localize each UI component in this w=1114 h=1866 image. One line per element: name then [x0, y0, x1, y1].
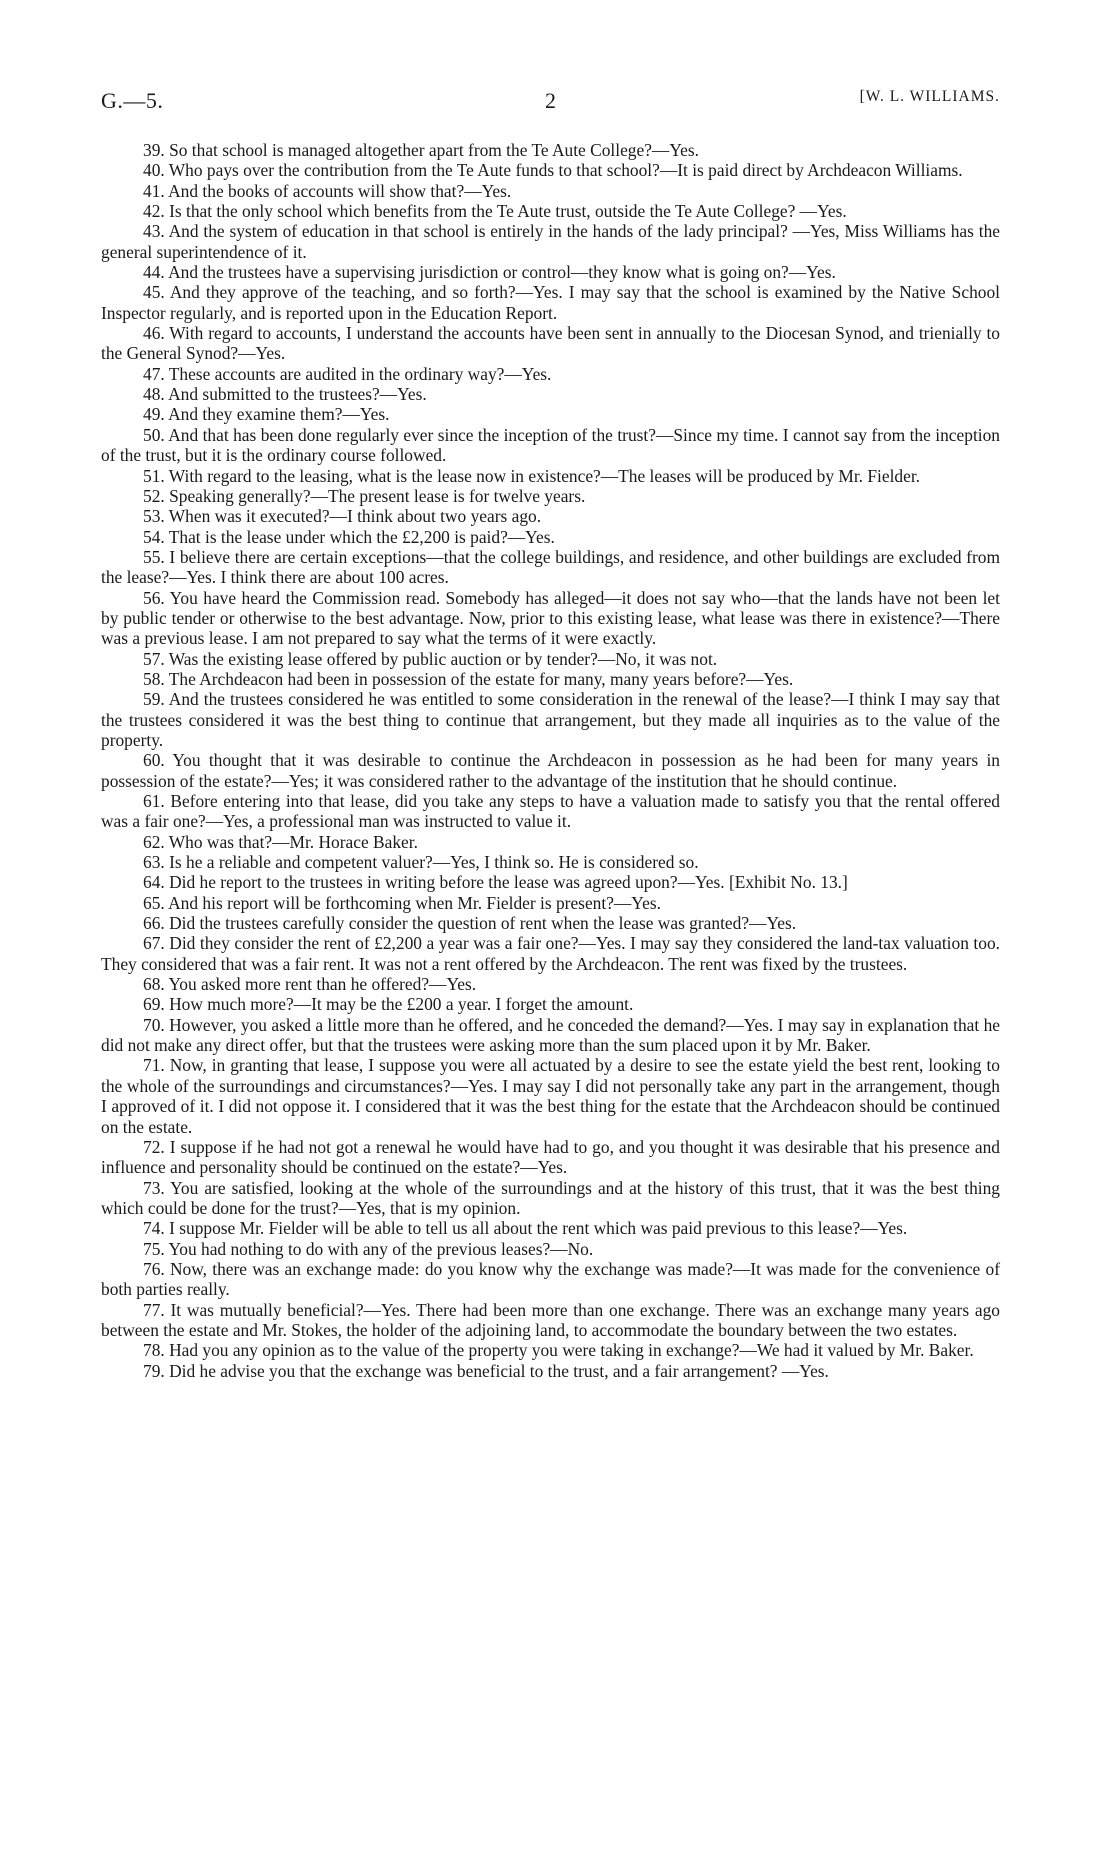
question-61: 61. Before entering into that lease, did you take any steps to have a valuation made to satisfy you that the rental offered was a fair one?—Yes, a professional man was instructed to value it. [101, 791, 1000, 832]
question-69: 69. How much more?—It may be the £200 a year. I forget the amount. [143, 994, 634, 1015]
question-79: 79. Did he advise you that the exchange was beneficial to the trust, and a fair arrangement? —Yes. [143, 1360, 829, 1381]
question-54: 54. That is the lease under which the £2,200 is paid?—Yes. [143, 526, 555, 547]
question-60: 60. You thought that it was desirable to continue the Archdeacon in possession as he had been for many years in possession of the estate?—Yes; it was considered rather to the advantage of the institution that he should continue. [101, 750, 1000, 791]
question-39: 39. So that school is managed altogether apart from the Te Aute College?—Yes. [143, 140, 699, 160]
page-header [101, 88, 1000, 118]
question-77: 77. It was mutually beneficial?—Yes. There had been more than one exchange. There was an exchange many years ago between the estate and Mr. Stokes, the holder of the adjoining land, to accommodate the boundary between the two estates. [101, 1299, 1000, 1340]
question-62: 62. Who was that?—Mr. Horace Baker. [143, 831, 418, 852]
page-number: 2 [545, 88, 556, 113]
question-74: 74. I suppose Mr. Fielder will be able to tell us all about the rent which was paid previous to this lease?—Yes. [143, 1218, 908, 1239]
question-45: 45. And they approve of the teaching, and so forth?—Yes. I may say that the school is examined by the Native School Inspector regularly, and is reported upon in the Education Report. [101, 282, 1000, 323]
question-57: 57. Was the existing lease offered by public auction or by tender?—No, it was not. [143, 648, 718, 669]
question-71: 71. Now, in granting that lease, I suppose you were all actuated by a desire to see the estate yield the best rent, looking to the whole of the surroundings and circumstances?—Yes. I may say I did not personally take any part in the arrangement, though I approved of it. I did not oppose it. I considered that it was the best thing for the estate that the Archdeacon should be continued on the estate. [101, 1055, 1000, 1137]
question-43: 43. And the system of education in that school is entirely in the hands of the lady principal? —Yes, Miss Williams has the general superintendence of it. [101, 221, 1000, 262]
question-51: 51. With regard to the leasing, what is the lease now in existence?—The leases will be produced by Mr. Fielder. [143, 465, 920, 486]
question-48: 48. And submitted to the trustees?—Yes. [143, 384, 427, 405]
question-49: 49. And they examine them?—Yes. [143, 404, 390, 425]
witness-name: [W. L. WILLIAMS. [859, 88, 1000, 105]
question-70: 70. However, you asked a little more than he offered, and he conceded the demand?—Yes. I may say in explanation that he did not make any direct offer, but that the trustees were asking more than the sum placed upon it by Mr. Baker. [101, 1014, 1000, 1056]
question-66: 66. Did the trustees carefully consider the question of rent when the lease was granted?—Yes. [143, 913, 797, 934]
question-63: 63. Is he a reliable and competent valuer?—Yes, I think so. He is considered so. [143, 852, 699, 873]
question-47: 47. These accounts are audited in the ordinary way?—Yes. [143, 363, 552, 384]
question-46: 46. With regard to accounts, I understand the accounts have been sent in annually to the Diocesan Synod, and trienially to the General Synod?—Yes. [101, 323, 1000, 364]
question-73: 73. You are satisfied, looking at the whole of the surroundings and at the history of this trust, that it was the best thing which could be done for the trust?—Yes, that is my opinion. [101, 1177, 1000, 1218]
question-56: 56. You have heard the Commission read. Somebody has alleged—it does not say who—that the lands have not been let by public tender or otherwise to the best advantage. Now, prior to this existing lease, what lease was there in existence?—There was a previous lease. I am not prepared to say what the terms of it were exactly. [101, 587, 1000, 649]
question-67: 67. Did they consider the rent of £2,200 a year was a fair one?—Yes. I may say they considered the land-tax valuation too. They considered that was a fair rent. It was not a rent offered by the Archdeacon. The rent was fixed by the trustees. [101, 933, 1000, 974]
question-68: 68. You asked more rent than he offered?—Yes. [143, 974, 477, 995]
question-64: 64. Did he report to the trustees in writing before the lease was agreed upon?—Yes. [Exhibit No. 13.] [143, 872, 848, 893]
question-42: 42. Is that the only school which benefits from the Te Aute trust, outside the Te Aute College? —Yes. [143, 201, 847, 222]
question-72: 72. I suppose if he had not got a renewal he would have had to go, and you thought it was desirable that his presence and influence and personality should be continued on the estate?—Yes. [101, 1136, 1000, 1178]
document-reference: G.—5. [101, 88, 164, 113]
question-76: 76. Now, there was an exchange made: do you know why the exchange was made?—It was made for the convenience of both parties really. [101, 1258, 1000, 1300]
question-55: 55. I believe there are certain exceptions—that the college buildings, and residence, and other buildings are excluded from the lease?—Yes. I think there are about 100 acres. [101, 546, 1000, 588]
question-53: 53. When was it executed?—I think about two years ago. [143, 506, 542, 527]
question-41: 41. And the books of accounts will show that?—Yes. [143, 180, 512, 201]
question-50: 50. And that has been done regularly ever since the inception of the trust?—Since my time. I cannot say from the inception of the trust, but it is the ordinary course followed. [101, 424, 1000, 466]
question-65: 65. And his report will be forthcoming when Mr. Fielder is present?—Yes. [143, 892, 661, 913]
question-44: 44. And the trustees have a supervising jurisdiction or control—they know what is going on?—Yes. [143, 262, 836, 283]
testimony-body [101, 140, 1000, 1381]
question-78: 78. Had you any opinion as to the value of the property you were taking in exchange?—We had it valued by Mr. Baker. [143, 1340, 974, 1361]
question-75: 75. You had nothing to do with any of the previous leases?—No. [143, 1238, 594, 1259]
question-58: 58. The Archdeacon had been in possession of the estate for many, many years before?—Yes. [143, 668, 794, 689]
question-59: 59. And the trustees considered he was entitled to some consideration in the renewal of the lease?—I think I may say that the trustees considered it was the best thing to continue that arrangement, but they made all inquiries as to the value of the property. [101, 689, 1000, 750]
question-40: 40. Who pays over the contribution from the Te Aute funds to that school?—It is paid direct by Archdeacon Williams. [143, 160, 963, 181]
question-52: 52. Speaking generally?—The present lease is for twelve years. [143, 485, 586, 506]
